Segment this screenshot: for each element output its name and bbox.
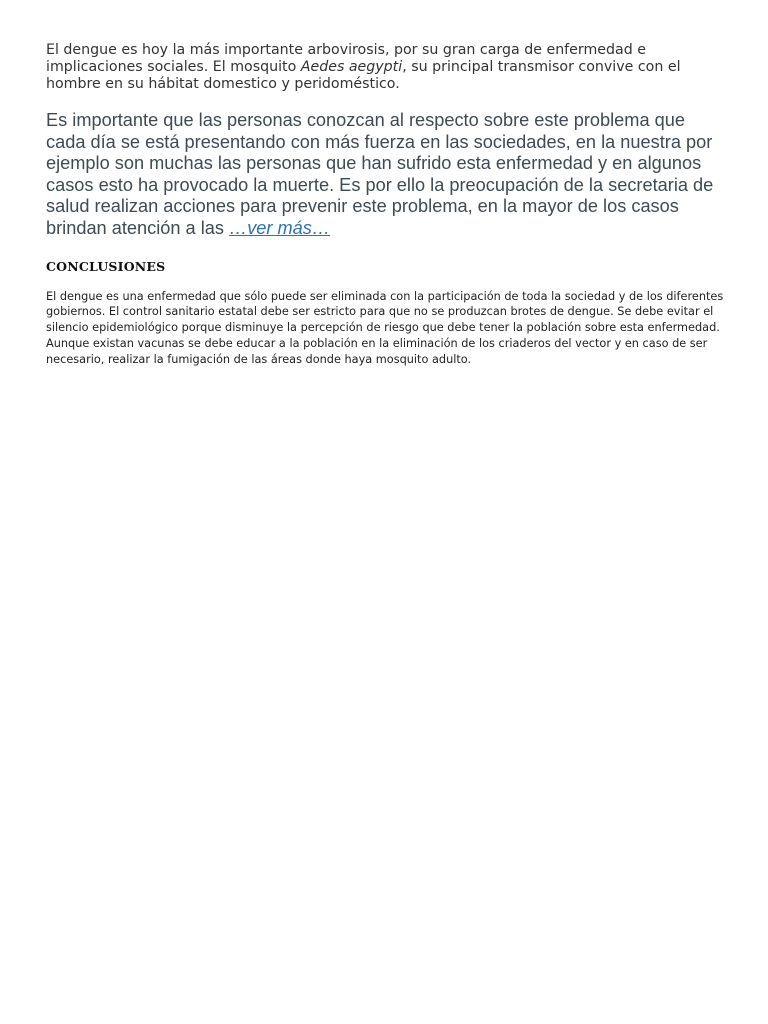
lead-paragraph (46, 110, 726, 240)
intro-text-start: El dengue es hoy la más importante arbovirosis, por su gran carga de enfermedad e implicaciones sociales. El mosquito (46, 42, 646, 75)
lead-text: Es importante que las personas conozcan al respecto sobre este problema que cada día se está presentando con más fuerza en las sociedades, en la nuestra por ejemplo son muchas las personas que han sufrido esta enfermedad y en algunos casos esto ha provocado la muerte. Es por ello la preocupación de la secretaria de salud realizan acciones para prevenir este problema, en la mayor de los casos brindan atención a las (46, 110, 714, 238)
conclusions-heading: CONCLUSIONES (46, 258, 166, 274)
intro-paragraph (46, 42, 726, 93)
document-page (46, 42, 726, 368)
intro-text-end: , su principal transmisor convive con el hombre en su hábitat domestico y peridoméstico. (46, 59, 681, 92)
conclusions-paragraph: El dengue es una enfermedad que sólo puede ser eliminada con la participación de toda la sociedad y de los diferentes gobiernos. El control sanitario estatal debe ser estricto para que no se produzcan brotes de dengue. Se debe evitar el silencio epidemiológico porque disminuye la percepción de riesgo que debe tener la población sobre esta enfermedad. Aunque existan vacunas se debe educar a la población en la eliminación de los criaderos del vector y en caso de ser necesario, realizar la fumigación de las áreas donde haya mosquito adulto. (46, 289, 724, 366)
read-more-link[interactable]: …ver más… (229, 217, 331, 238)
species-name: Aedes aegypti (300, 59, 403, 75)
